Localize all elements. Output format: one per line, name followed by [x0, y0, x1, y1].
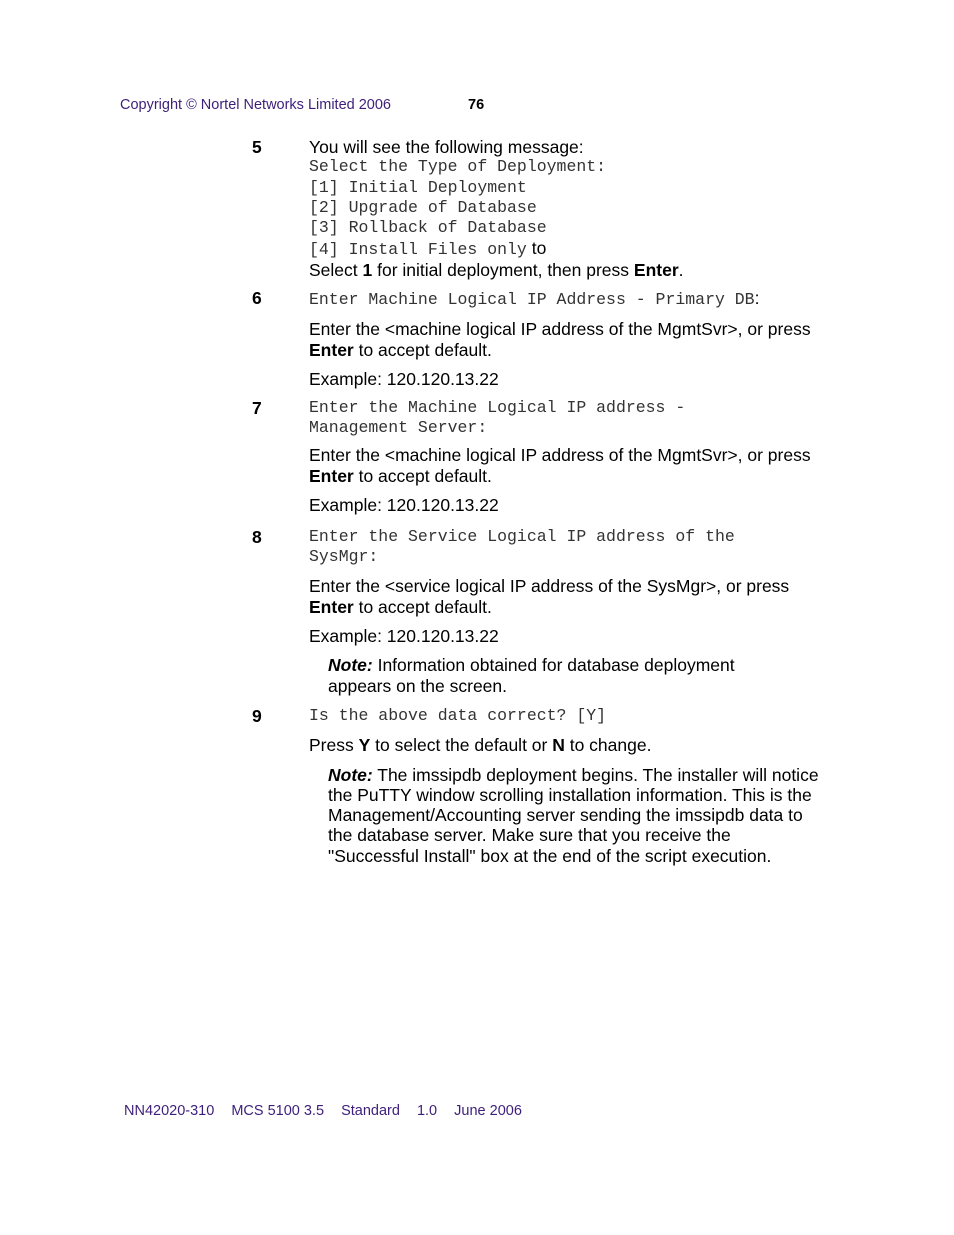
- example-text: Example: 120.120.13.22: [309, 495, 499, 515]
- note-label: Note:: [328, 655, 373, 676]
- code-line: [1] Initial Deployment: [309, 177, 527, 197]
- footer-date: June 2006: [454, 1103, 522, 1119]
- page-number: 76: [468, 97, 485, 113]
- note: [328, 655, 788, 696]
- step-body: [309, 137, 839, 281]
- step-number: 7: [252, 398, 262, 418]
- prompt-text: Enter Machine Logical IP Address - Primary DB: [309, 290, 755, 309]
- step-number: 5: [252, 137, 262, 157]
- step-instruction: Enter the <machine logical IP address of the MgmtSvr>, or press Enter to accept default.: [309, 319, 811, 360]
- note-label: Note:: [328, 764, 373, 785]
- code-line: [3] Rollback of Database: [309, 217, 547, 237]
- step-number: 9: [252, 706, 262, 726]
- prompt-text: Is the above data correct? [Y]: [309, 706, 607, 725]
- code-line: [4] Install Files only: [309, 240, 527, 260]
- header-copyright: Copyright © Nortel Networks Limited 2006: [120, 97, 391, 113]
- step-instruction: Press Y to select the default or N to change.: [309, 735, 652, 756]
- example-text: Example: 120.120.13.22: [309, 368, 499, 389]
- footer-status: Standard: [341, 1103, 400, 1119]
- footer-doc-number: NN42020-310: [124, 1103, 215, 1119]
- code-suffix: to: [526, 238, 547, 259]
- step-body: [309, 398, 839, 515]
- step-body: [309, 527, 839, 696]
- footer: [124, 1103, 535, 1119]
- step-body: [309, 706, 839, 866]
- step-number: 8: [252, 527, 262, 547]
- prompt-text: Enter the Machine Logical IP address -: [309, 398, 686, 417]
- prompt-text: Enter the Service Logical IP address of the: [309, 527, 735, 546]
- footer-product: MCS 5100 3.5: [231, 1103, 325, 1119]
- step-body: Enter Machine Logical IP Address - Primary DB: Enter the <machine logical IP address of the MgmtSvr>, or press Enter to accept default. Example: 120.120.13.22: [309, 288, 839, 389]
- step-instruction: Enter the <machine logical IP address of the MgmtSvr>, or press Enter to accept default.: [309, 445, 811, 486]
- note-text: The imssipdb deployment begins. The installer will notice the PuTTY window scrolling installation information. This is the Management/Accounting server sending the imssipdb data to the database server. Make sure that you receive the "Successful Install" box at the end of the script execution.: [328, 764, 819, 866]
- footer-version: 1.0: [416, 1103, 438, 1119]
- step-number: 6: [252, 288, 262, 308]
- note-text: Information obtained for database deployment appears on the screen.: [328, 655, 735, 696]
- prompt-text: SysMgr:: [309, 547, 379, 567]
- code-line: Select the Type of Deployment:: [309, 157, 607, 177]
- step-instruction: Enter the <service logical IP address of the SysMgr>, or press Enter to accept default.: [309, 576, 790, 617]
- note: [328, 765, 823, 866]
- step-intro: You will see the following message:: [309, 137, 584, 157]
- example-text: Example: 120.120.13.22: [309, 626, 499, 646]
- prompt-text: Management Server:: [309, 418, 488, 438]
- step-instruction: Select 1 for initial deployment, then press Enter.: [309, 260, 684, 281]
- code-line: [2] Upgrade of Database: [309, 197, 537, 217]
